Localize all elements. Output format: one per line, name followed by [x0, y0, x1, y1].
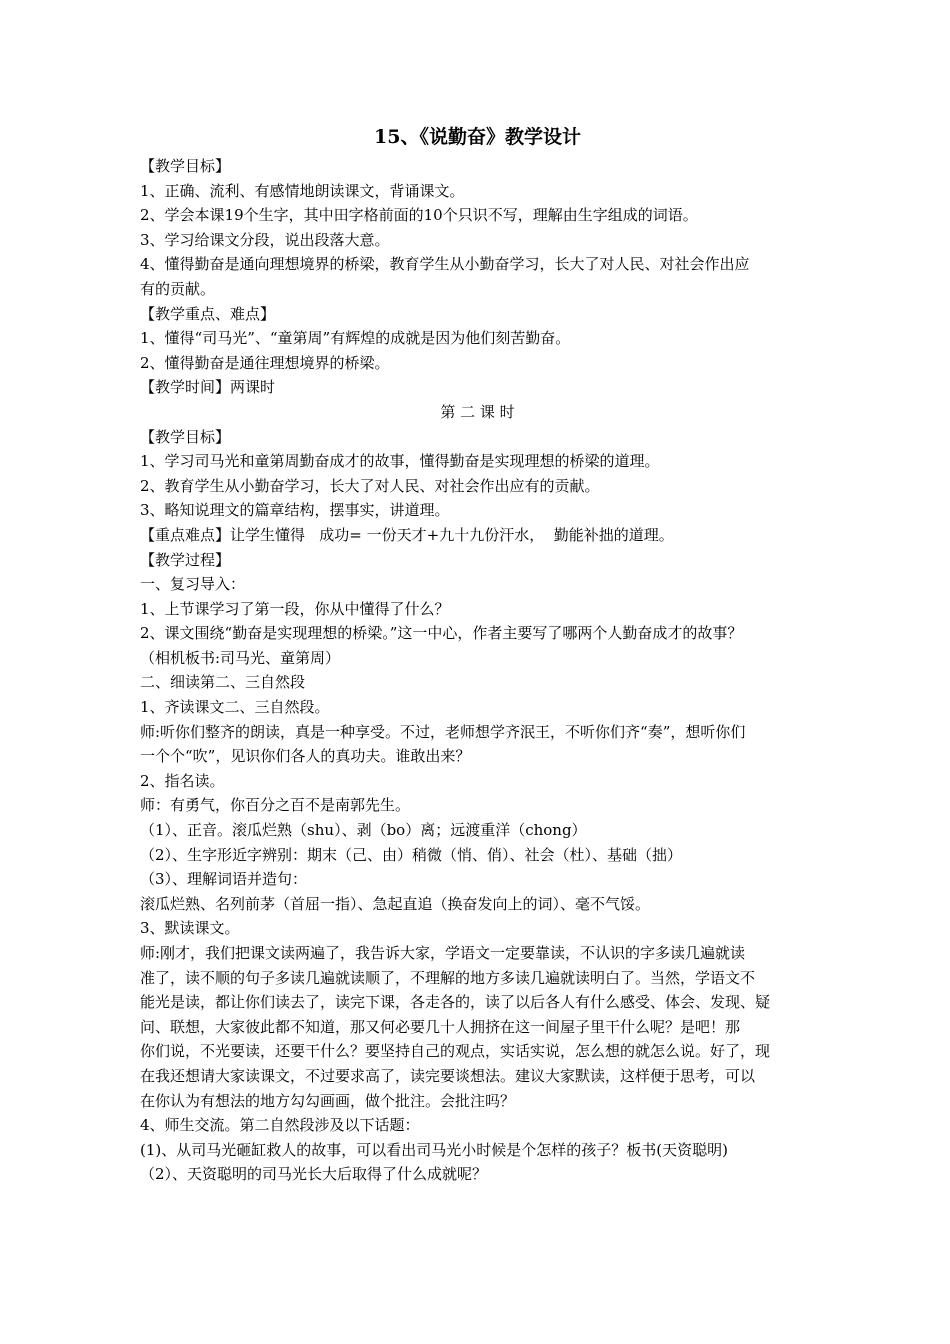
section-heading: 【重点难点】让学生懂得 成功= 一份天才+九十九份汗水， 勤能补拙的道理。	[140, 525, 674, 544]
text-line: 问、联想，大家彼此都不知道，那又何必要几十人拥挤在这一间屋子里干什么呢？是吧！那	[140, 1017, 741, 1036]
section-heading: 【教学重点、难点】	[140, 304, 276, 323]
text-line: 1、正确、流利、有感情地朗读课文，背诵课文。	[140, 181, 465, 200]
text-line: 二、细读第二、三自然段	[140, 673, 306, 692]
text-line: 一个个“吹”，见识你们各人的真功夫。谁敢出来？	[140, 747, 471, 766]
section-heading: 【教学目标】	[140, 157, 231, 175]
text-line: 能光是读，都让你们读去了，读完下课，各走各的，读了以后各人有什么感受、体会、发现、疑	[140, 993, 771, 1012]
section-heading: 【教学过程】	[140, 550, 231, 569]
text-line: 师:刚才，我们把课文读两遍了，我告诉大家，学语文一定要靠读，不认识的字多读几遍就读	[140, 944, 746, 962]
text-line: (1)、从司马光砸缸救人的故事，可以看出司马光小时候是个怎样的孩子？板书(天资聪明)	[140, 1140, 728, 1159]
section-heading: 【教学目标】	[140, 427, 231, 446]
text-line: 3、默读课文。	[140, 919, 240, 938]
text-line: 你们说，不光要读，还要干什么？要坚持自己的观点，实话实说，怎么想的就怎么说。好了，现	[140, 1042, 771, 1061]
text-line: 4、师生交流。第二自然段涉及以下话题：	[140, 1116, 420, 1135]
text-line: （相机板书:司马光、童第周）	[140, 648, 341, 667]
text-line: 2、课文围绕“勤奋是实现理想的桥梁。”这一中心，作者主要写了哪两个人勤奋成才的故事？	[140, 624, 743, 643]
text-line: 3、略知说理文的篇章结构，摆事实，讲道理。	[140, 501, 450, 520]
text-line: 1、学习司马光和童第周勤奋成才的故事，懂得勤奋是实现理想的桥梁的道理。	[140, 452, 660, 471]
text-line: 3、学习给课文分段，说出段落大意。	[140, 230, 390, 249]
text-line: 滚瓜烂熟、名列前茅（首屈一指）、急起直追（换奋发向上的词）、毫不气馁。	[140, 894, 651, 913]
text-line: 1、齐读课文二、三自然段。	[140, 698, 330, 717]
section-heading: 【教学时间】两课时	[140, 378, 276, 397]
text-line: 师:听你们整齐的朗读，真是一种享受。不过，老师想学齐泯王，不听你们齐“奏”，想听你们	[140, 722, 746, 741]
text-line: （3）、理解词语并造句：	[140, 870, 308, 889]
text-line: 在你认为有想法的地方勾勾画画，做个批注。会批注吗？	[140, 1091, 516, 1110]
document-body	[140, 154, 815, 1187]
text-line: 4、懂得勤奋是通向理想境界的桥梁，教育学生从小勤奋学习，长大了对人民、对社会作出应	[140, 255, 750, 274]
document-title: 15、《说勤奋》教学设计	[374, 126, 581, 148]
text-line: 2、教育学生从小勤奋学习，长大了对人民、对社会作出应有的贡献。	[140, 476, 600, 495]
text-line: 1、懂得“司马光”、“童第周”有辉煌的成就是因为他们刻苦勤奋。	[140, 329, 571, 348]
text-line: （1）、正音。滚瓜烂熟（shu）、剥（bo）离；远渡重洋（chong）	[140, 821, 587, 840]
lesson-heading: 第 二 课 时	[440, 402, 515, 421]
text-line: （2）、生字形近字辨别：期末（己、由）稍微（悄、俏）、社会（杜）、基础（拙）	[140, 845, 683, 864]
text-line: 准了，读不顺的句子多读几遍就读顺了，不理解的地方多读几遍就读明白了。当然，学语文不	[140, 968, 756, 987]
text-line: 有的贡献。	[140, 279, 216, 298]
text-line: 2、指名读。	[140, 771, 225, 790]
text-line: 2、懂得勤奋是通往理想境界的桥梁。	[140, 353, 390, 372]
text-line: 在我还想请大家读课文，不过要求高了，读完要谈想法。建议大家默读，这样便于思考，可以	[140, 1066, 756, 1085]
text-line: 师：有勇气，你百分之百不是南郭先生。	[140, 796, 411, 815]
text-line: 1、上节课学习了第一段，你从中懂得了什么？	[140, 599, 450, 618]
text-line: 2、学会本课19个生字，其中田字格前面的10个只识不写，理解由生字组成的词语。	[140, 206, 698, 225]
text-line: 一、复习导入：	[140, 575, 246, 594]
text-line: （2）、天资聪明的司马光长大后取得了什么成就呢？	[140, 1165, 488, 1184]
